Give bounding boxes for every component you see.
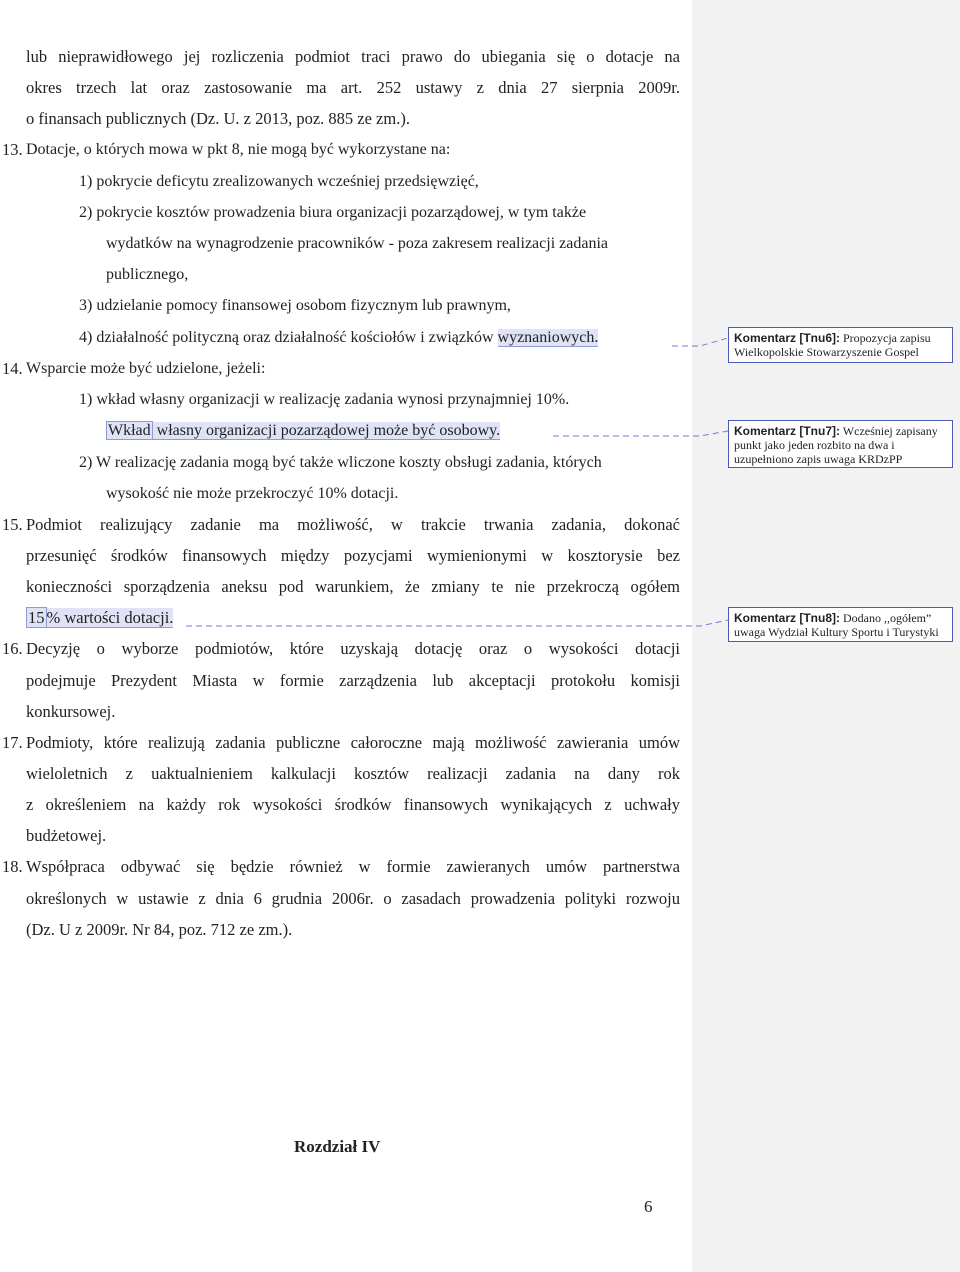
list-number: 15. — [2, 515, 23, 534]
list-number: 18. — [2, 857, 23, 876]
commented-text[interactable]: własny organizacji pozarządowej może być osobowy. — [152, 422, 501, 439]
text-line: wieloletnich z uaktualnieniem kalkulacji kosztów realizacji zadania na dany rok — [26, 764, 680, 783]
commented-text[interactable]: Wkład — [108, 422, 151, 439]
text-line: okres trzech lat oraz zastosowanie ma art. 252 ustawy z dnia 27 sierpnia 2009r. — [26, 78, 680, 97]
list-item: publicznego, — [106, 266, 189, 283]
comment-label: Komentarz [Tnu8]: — [734, 611, 840, 625]
list-number: 16. — [2, 639, 23, 658]
text-line: konieczności sporządzenia aneksu pod warunkiem, że zmiany te nie przekroczą ogółem — [26, 577, 680, 596]
commented-text[interactable]: % wartości dotacji. — [46, 608, 174, 627]
comment-label: Komentarz [Tnu7]: — [734, 424, 840, 438]
chapter-heading: Rozdział IV — [294, 1137, 381, 1156]
list-item: wydatków na wynagrodzenie pracowników - poza zakresem realizacji zadania — [106, 235, 608, 252]
list-item: 1) wkład własny organizacji w realizację zadania wynosi przynajmniej 10%. — [79, 391, 570, 408]
list-item: wysokość nie może przekroczyć 10% dotacji. — [106, 485, 399, 502]
page-number: 6 — [644, 1197, 653, 1216]
list-item — [79, 328, 598, 348]
comment-text: Dodano ,,ogółem” uwaga Wydział Kultury Sportu i Turystyki — [734, 611, 939, 639]
text-line: Podmioty, które realizują zadania publiczne całoroczne mają możliwość zawierania umów — [26, 733, 680, 752]
comment-label: Komentarz [Tnu6]: — [734, 331, 840, 345]
list-number: 14. — [2, 359, 23, 378]
list-item: 2) W realizację zadania mogą być także wliczone koszty obsługi zadania, których — [79, 454, 602, 471]
text-line: Dotacje, o których mowa w pkt 8, nie mogą być wykorzystane na: — [26, 141, 451, 158]
text-line: określonych w ustawie z dnia 6 grudnia 2006r. o zasadach prowadzenia polityki rozwoju — [26, 889, 680, 908]
text-line: budżetowej. — [26, 826, 107, 845]
text-line — [26, 608, 173, 628]
list-item — [106, 421, 500, 441]
text-line: lub nieprawidłowego jej rozliczenia podmiot traci prawo do ubiegania się o dotacje na — [26, 47, 680, 66]
commented-text[interactable]: 15 — [28, 608, 45, 627]
comment-text: Propozycja zapisu Wielkopolskie Stowarzyszenie Gospel — [734, 331, 931, 359]
list-item: 3) udzielanie pomocy finansowej osobom fizycznym lub prawnym, — [79, 297, 511, 314]
text-line: Wsparcie może być udzielone, jeżeli: — [26, 360, 266, 377]
commented-text[interactable]: wyznaniowych. — [497, 329, 599, 346]
list-number: 17. — [2, 733, 23, 752]
text-line: Decyzję o wyborze podmiotów, które uzyskają dotację oraz o wysokości dotacji — [26, 639, 680, 658]
text-line: z określeniem na każdy rok wysokości środków finansowych wynikających z uchwały — [26, 795, 680, 814]
comment-bubble[interactable] — [728, 420, 953, 468]
text-line: (Dz. U z 2009r. Nr 84, poz. 712 ze zm.). — [26, 920, 293, 939]
text-line: o finansach publicznych (Dz. U. z 2013, poz. 885 ze zm.). — [26, 109, 410, 128]
comment-bubble[interactable] — [728, 327, 953, 363]
text-line: Współpraca odbywać się będzie również w formie zawieranych umów partnerstwa — [26, 857, 680, 876]
text-line: konkursowej. — [26, 702, 116, 721]
text-line: przesunięć środków finansowych między pozycjami wymienionymi w kosztorysie bez — [26, 546, 680, 565]
comment-text: Wcześniej zapisany punkt jako jeden rozbito na dwa i uzupełniono zapis uwaga KRDzPP — [734, 424, 938, 466]
text-span: 4) działalność polityczną oraz działalność kościołów i związków — [79, 329, 498, 346]
text-line: podejmuje Prezydent Miasta w formie zarządzenia lub akceptacji protokołu komisji — [26, 671, 680, 690]
comment-bubble[interactable] — [728, 607, 953, 642]
list-item: 1) pokrycie deficytu zrealizowanych wcześniej przedsięwzięć, — [79, 173, 479, 190]
list-item: 2) pokrycie kosztów prowadzenia biura organizacji pozarządowej, w tym także — [79, 204, 587, 221]
text-line: Podmiot realizujący zadanie ma możliwość, w trakcie trwania zadania, dokonać — [26, 515, 680, 534]
list-number: 13. — [2, 140, 23, 159]
